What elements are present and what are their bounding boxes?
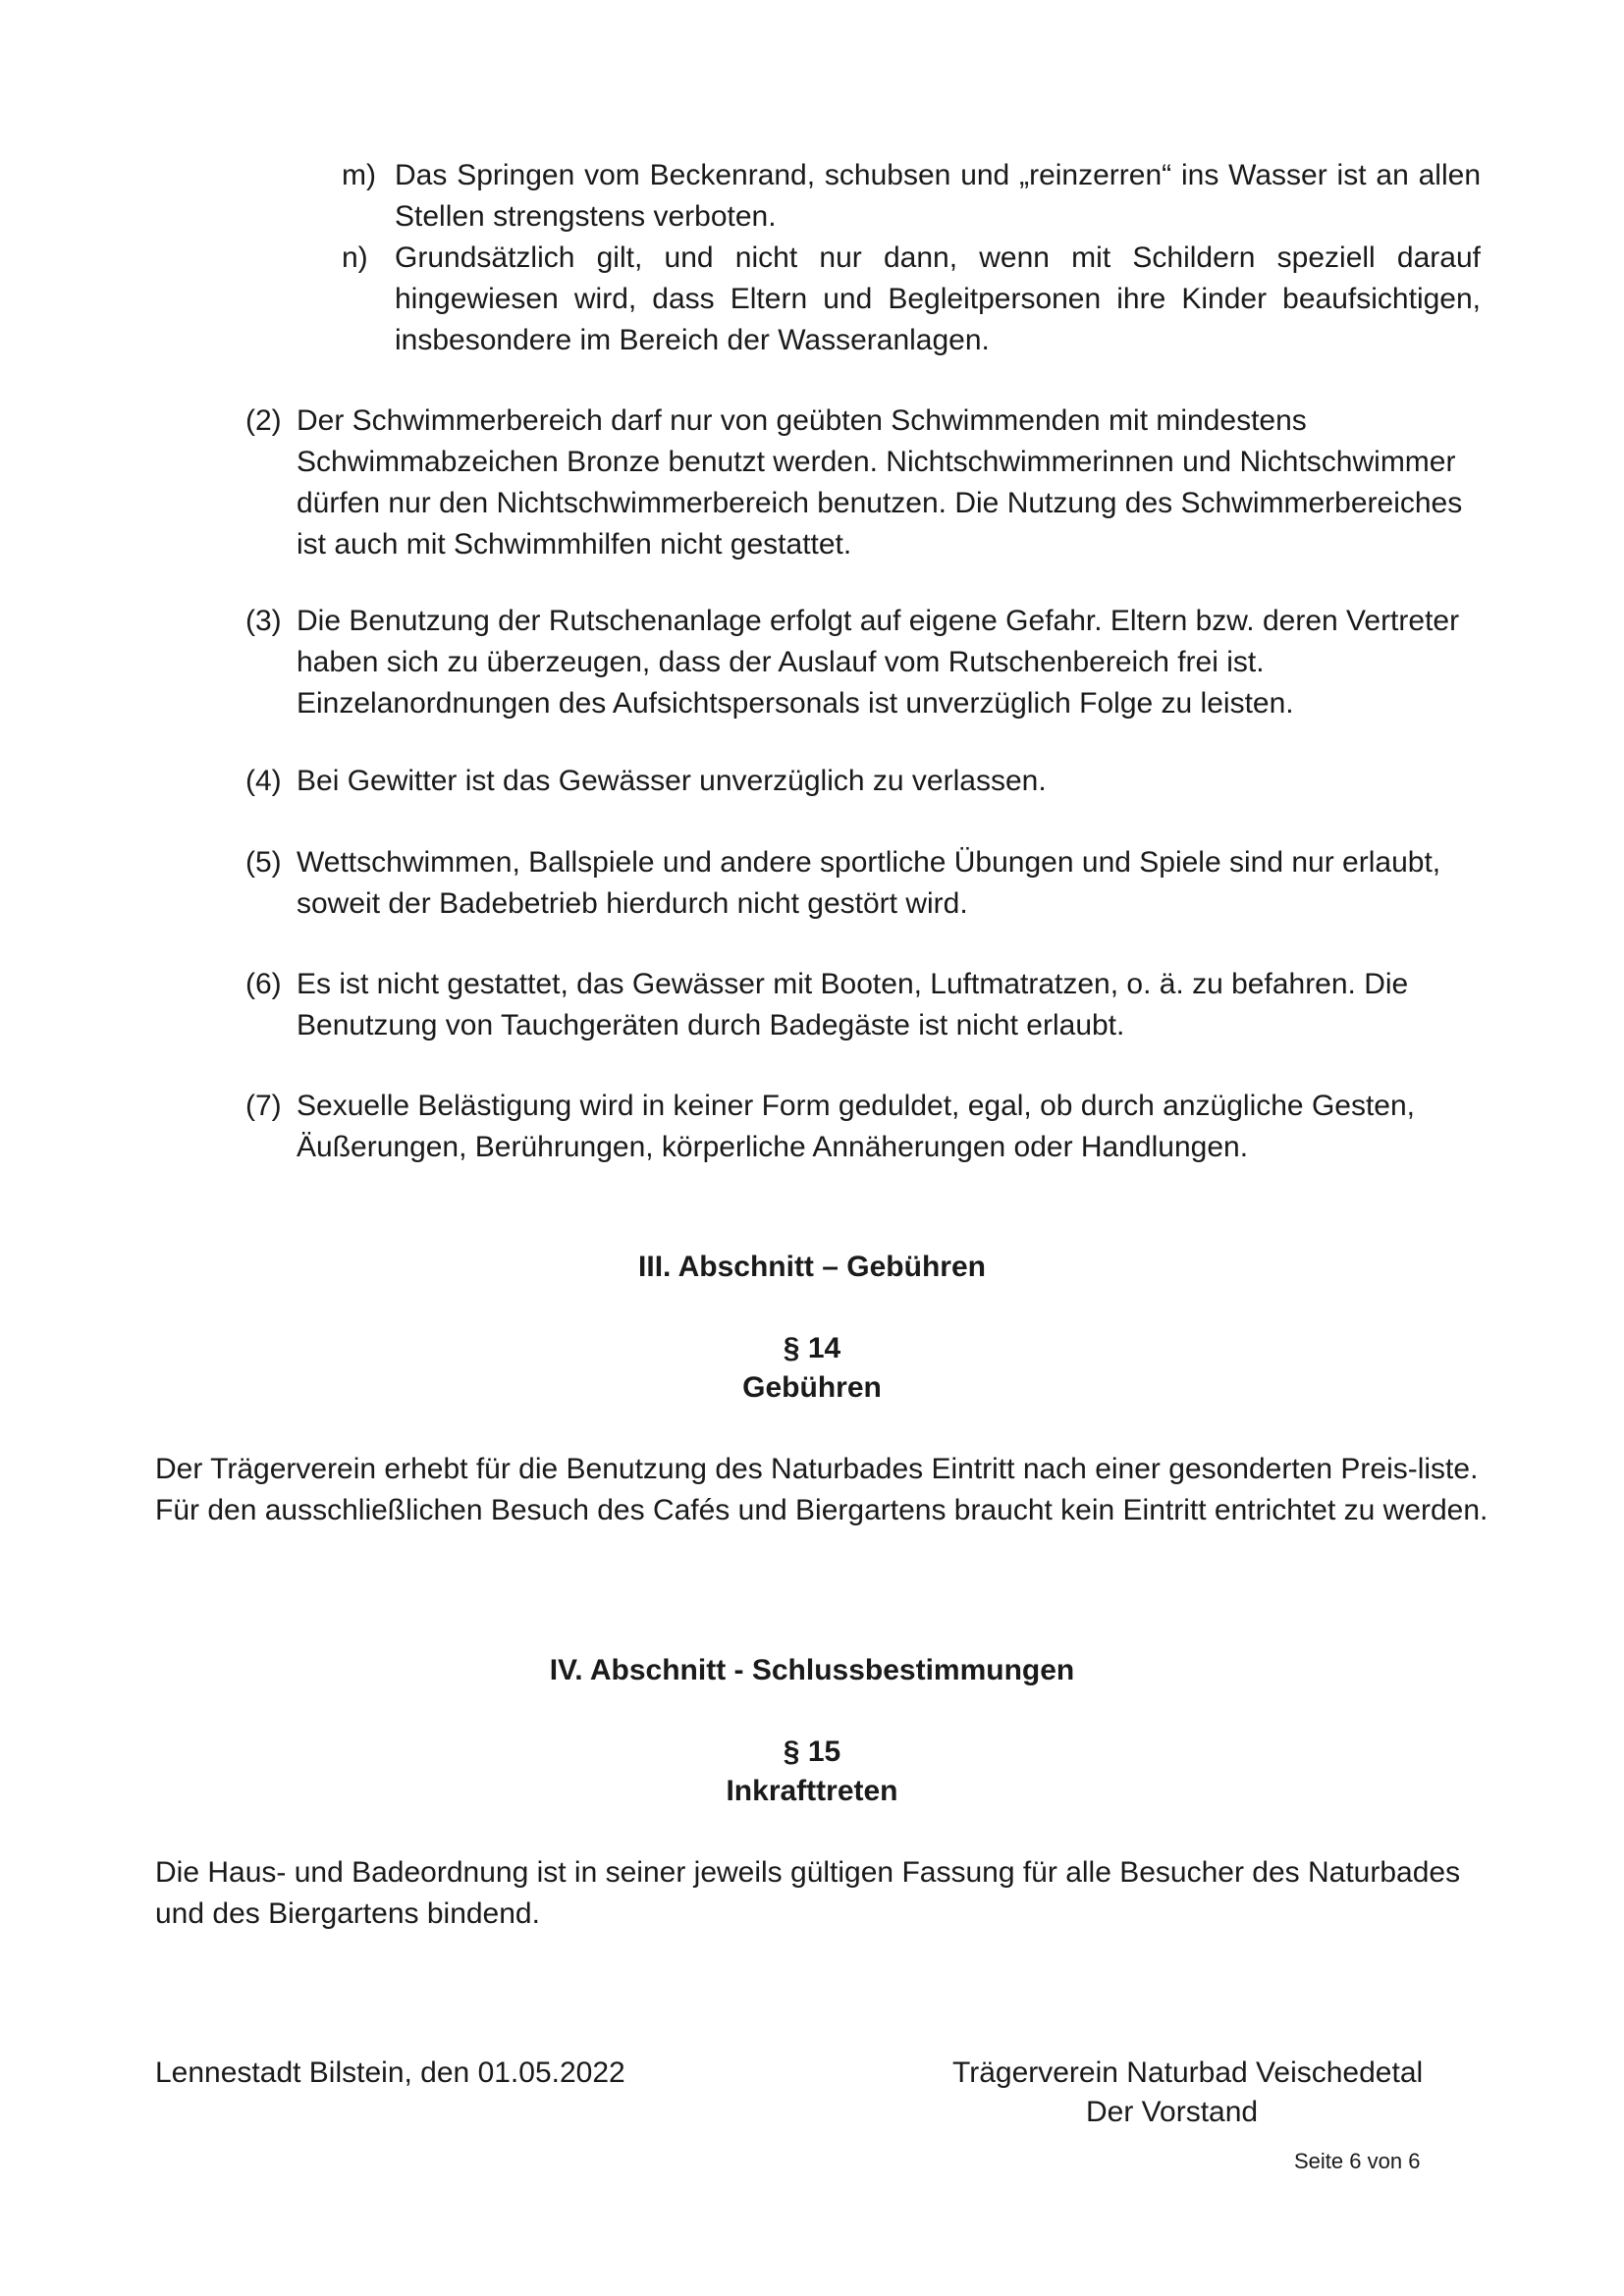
sub-list: [342, 155, 1481, 361]
paragraph-number: (7): [245, 1090, 282, 1122]
list-marker: m): [342, 159, 376, 191]
paragraph-number: (2): [245, 404, 282, 437]
paragraph-text: Es ist nicht gestattet, das Gewässer mit Booten, Luftmatratzen, o. ä. zu befahren. Die Benutzung von Tauchgeräten durch Badegäste ist nicht erlaubt.: [297, 968, 1409, 1041]
paragraph-text: Bei Gewitter ist das Gewässer unverzüglich zu verlassen.: [297, 765, 1047, 797]
paragraph-2: [245, 400, 1492, 565]
paragraph-text: Sexuelle Belästigung wird in keiner Form geduldet, egal, ob durch anzügliche Gesten, Äußerungen, Berührungen, körperliche Annäherungen oder Handlungen.: [297, 1090, 1416, 1163]
section-heading: III. Abschnitt – Gebühren: [638, 1251, 986, 1283]
list-marker: n): [342, 241, 368, 274]
paragraph-3: [245, 601, 1492, 724]
list-item: [342, 238, 1481, 361]
paragraph-sign: § 15: [783, 1735, 841, 1768]
paragraph-6: [245, 964, 1492, 1046]
paragraph-title: Gebühren: [742, 1371, 882, 1404]
board-signature: Der Vorstand: [1086, 2096, 1259, 2128]
section-body: Die Haus- und Badeordnung ist in seiner jeweils gültigen Fassung für alle Besucher des Naturbades und des Biergartens bindend.: [155, 1856, 1461, 1930]
page-number: Seite 6 von 6: [1294, 2149, 1421, 2173]
list-item-text: Das Springen vom Beckenrand, schubsen und „reinzerren“ ins Wasser ist an allen Stellen strengstens verboten.: [395, 159, 1481, 233]
list-item: [342, 155, 1481, 238]
paragraph-number: (3): [245, 605, 282, 637]
paragraph-text: Der Schwimmerbereich darf nur von geübten Schwimmenden mit mindestens Schwimmabzeichen Bronze benutzt werden. Nichtschwimmerinnen und Nichtschwimmer dürfen nur den Nichtschwimmerbereich benutzen. Die Nutzung des Schwimmerbereiches ist auch mit Schwimmhilfen nicht gestattet.: [297, 404, 1463, 561]
place-date: Lennestadt Bilstein, den 01.05.2022: [155, 2056, 625, 2089]
paragraph-number: (6): [245, 968, 282, 1000]
paragraph-title: Inkrafttreten: [726, 1775, 898, 1807]
paragraph-text: Die Benutzung der Rutschenanlage erfolgt auf eigene Gefahr. Eltern bzw. deren Vertreter haben sich zu überzeugen, dass der Auslauf vom Rutschenbereich frei ist. Einzelanordnungen des Aufsichtspersonals ist unverzüglich Folge zu leisten.: [297, 605, 1460, 720]
paragraph-text: Wettschwimmen, Ballspiele und andere sportliche Übungen und Spiele sind nur erlaubt, soweit der Badebetrieb hierdurch nicht gestört wird.: [297, 846, 1441, 920]
paragraph-5: [245, 842, 1492, 925]
organization-name: Trägerverein Naturbad Veischedetal: [952, 2056, 1424, 2089]
paragraph-4: [245, 761, 1492, 802]
section-heading: IV. Abschnitt - Schlussbestimmungen: [549, 1654, 1075, 1686]
paragraph-sign: § 14: [783, 1332, 841, 1364]
section-body: Der Trägerverein erhebt für die Benutzung des Naturbades Eintritt nach einer gesonderten Preis-liste. Für den ausschließlichen Besuch des Cafés und Biergartens braucht kein Eintritt entrichtet zu werden.: [155, 1453, 1489, 1526]
paragraph-number: (5): [245, 846, 282, 879]
list-item-text: Grundsätzlich gilt, und nicht nur dann, wenn mit Schildern speziell darauf hingewiesen wird, dass Eltern und Begleitpersonen ihre Kinder beaufsichtigen, insbesondere im Bereich der Wasseranlagen.: [395, 241, 1481, 356]
paragraph-number: (4): [245, 765, 282, 797]
paragraph-7: [245, 1086, 1492, 1168]
